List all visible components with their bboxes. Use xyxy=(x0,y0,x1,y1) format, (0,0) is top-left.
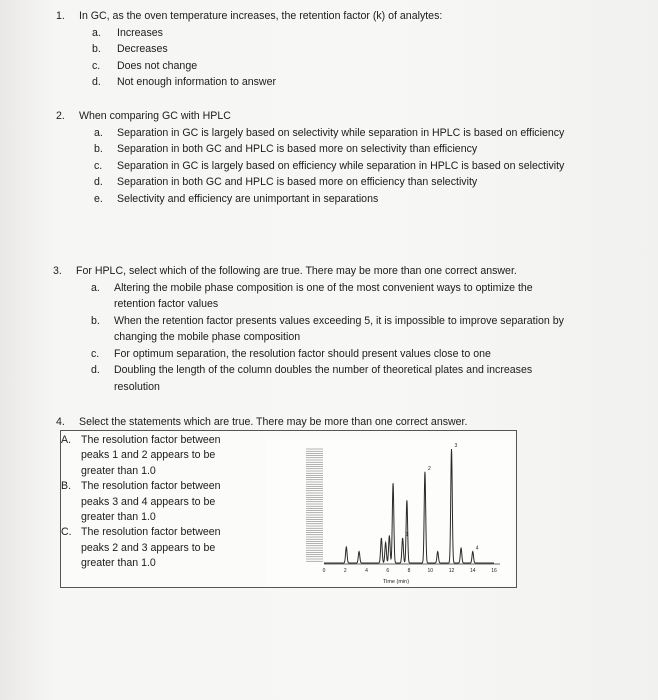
option-2d[interactable] xyxy=(94,174,616,191)
option-text: Does not change xyxy=(117,59,198,72)
option-text: Separation in both GC and HPLC is based more on efficiency than selectivity xyxy=(117,176,478,188)
option-text: Altering the mobile phase composition is one of the most convenient ways to optimize the retention factor values xyxy=(114,281,533,310)
option-4B[interactable] xyxy=(61,479,251,525)
option-letter: a. xyxy=(91,281,100,294)
question-number: 3. xyxy=(53,265,62,277)
question-1-stem xyxy=(56,8,616,25)
question-text: Select the statements which are true. There may be more than one correct answer. xyxy=(79,416,468,428)
option-letter: b. xyxy=(91,314,100,327)
option-3a[interactable] xyxy=(91,280,623,313)
option-text: The resolution factor between peaks 2 and 3 appears to be greater than 1.0 xyxy=(81,526,221,570)
x-tick-label: 16 xyxy=(491,568,497,574)
option-1c[interactable] xyxy=(92,58,616,75)
option-text: When the retention factor presents values exceeding 5, it is impossible to improve separation by changing the mobile phase composition xyxy=(114,314,564,343)
x-axis-title: Time (min) xyxy=(382,579,410,585)
x-tick-label: 12 xyxy=(448,568,455,574)
option-text: Increases xyxy=(117,26,163,39)
option-letter: d. xyxy=(92,76,101,88)
option-text: Decreases xyxy=(117,43,168,55)
option-2a[interactable] xyxy=(94,125,616,142)
option-letter: c. xyxy=(91,347,100,360)
question-number: 4. xyxy=(56,416,65,428)
question-2-stem xyxy=(56,108,616,125)
option-letter: d. xyxy=(94,176,103,188)
option-text: Separation in GC is largely based on selectivity while separation in HPLC is based on efficiency xyxy=(117,126,565,139)
question-4 xyxy=(56,414,616,431)
peak-label: 3 xyxy=(454,443,458,449)
chromatogram-chart xyxy=(266,437,512,585)
option-letter: c. xyxy=(94,159,103,172)
question-4-stem xyxy=(56,414,616,431)
question-number: 1. xyxy=(56,10,65,22)
question-text: In GC, as the oven temperature increases, the retention factor (k) of analytes: xyxy=(79,10,443,22)
x-tick-label: 10 xyxy=(427,568,434,574)
option-letter: d. xyxy=(91,364,100,376)
option-3b[interactable] xyxy=(91,313,623,346)
option-letter: e. xyxy=(94,192,103,205)
peak-label: 2 xyxy=(427,465,431,472)
option-2e[interactable] xyxy=(94,191,616,208)
option-text: Separation in both GC and HPLC is based more on selectivity than efficiency xyxy=(117,143,478,155)
option-letter: B. xyxy=(61,480,72,493)
option-text: Selectivity and efficiency are unimportant in separations xyxy=(117,192,379,205)
option-1d[interactable] xyxy=(92,74,616,91)
x-tick-label: 4 xyxy=(365,568,368,574)
option-letter: b. xyxy=(94,143,103,155)
x-tick-label: 14 xyxy=(469,568,476,574)
peak-label: 1 xyxy=(405,531,409,538)
x-tick-label: 0 xyxy=(322,568,326,574)
option-letter: C. xyxy=(61,526,72,539)
question-text: For HPLC, select which of the following are true. There may be more than one correct answer. xyxy=(76,265,517,277)
peak-label: 4 xyxy=(475,545,479,552)
option-4C[interactable] xyxy=(61,525,251,571)
option-text: Not enough information to answer xyxy=(117,76,276,88)
question-text: When comparing GC with HPLC xyxy=(79,110,231,122)
option-letter: A. xyxy=(61,434,72,446)
question-3-stem xyxy=(53,263,623,280)
option-letter: a. xyxy=(92,26,101,39)
option-text: Doubling the length of the column doubles the number of theoretical plates and increases resolution xyxy=(114,364,533,393)
x-tick-label: 2 xyxy=(343,568,347,574)
option-letter: b. xyxy=(92,43,101,55)
question-1 xyxy=(56,8,616,91)
option-1b[interactable] xyxy=(92,41,616,58)
question-number: 2. xyxy=(56,110,65,122)
option-text: The resolution factor between peaks 1 and 2 appears to be greater than 1.0 xyxy=(81,434,221,477)
option-text: For optimum separation, the resolution factor should present values close to one xyxy=(114,347,491,360)
x-tick-label: 6 xyxy=(386,568,390,574)
option-text: The resolution factor between peaks 3 and 4 appears to be greater than 1.0 xyxy=(81,480,221,524)
option-4A[interactable] xyxy=(61,433,251,479)
option-2c[interactable] xyxy=(94,158,616,175)
option-1a[interactable] xyxy=(92,25,616,42)
option-2b[interactable] xyxy=(94,141,616,158)
option-letter: c. xyxy=(92,59,101,72)
question-3 xyxy=(53,263,623,395)
option-letter: a. xyxy=(94,126,103,139)
option-3c[interactable] xyxy=(91,346,623,363)
question-2 xyxy=(56,108,616,207)
option-3d[interactable] xyxy=(91,362,623,395)
option-text: Separation in GC is largely based on efficiency while separation in HPLC is based on selectivity xyxy=(117,159,565,172)
question-4-panel xyxy=(60,430,517,588)
x-tick-label: 8 xyxy=(407,568,411,574)
